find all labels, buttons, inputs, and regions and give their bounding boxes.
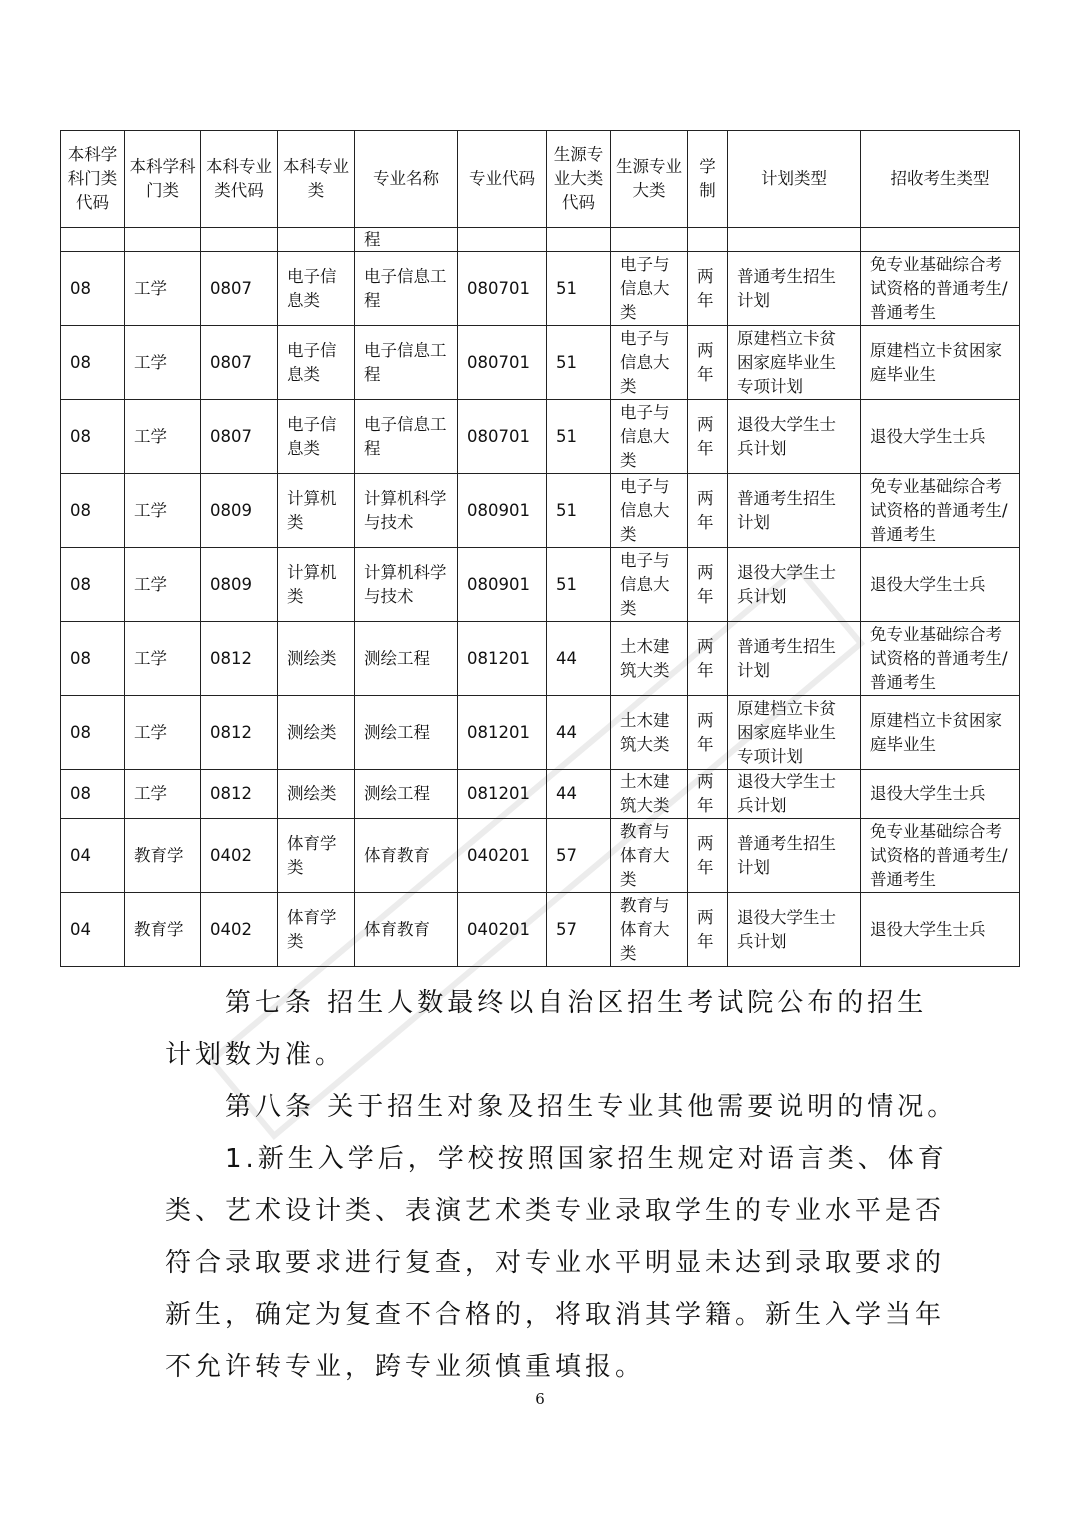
table-cell: 普通考生招生计划: [728, 474, 861, 548]
table-cell: 两年: [688, 622, 728, 696]
table-cell: 测绘类: [278, 770, 355, 819]
table-cell: 工学: [125, 548, 201, 622]
table-cell: 原建档立卡贫困家庭毕业生: [861, 696, 1020, 770]
table-cell: 两年: [688, 770, 728, 819]
table-cell: 08: [61, 548, 125, 622]
table-row: [61, 252, 1020, 326]
table-cell: 普通考生招生计划: [728, 622, 861, 696]
table-cell: 工学: [125, 326, 201, 400]
table-cell: 测绘工程: [355, 770, 458, 819]
table-cell: 51: [547, 548, 611, 622]
table-cell: 44: [547, 696, 611, 770]
page-number: 6: [535, 1390, 545, 1408]
table-cell: 080701: [458, 400, 547, 474]
table-cell: 体育学类: [278, 819, 355, 893]
table-cell: 教育学: [125, 893, 201, 967]
table-cell: 退役大学生士兵: [861, 548, 1020, 622]
header-cell: 本科学科门类代码: [61, 131, 125, 228]
header-cell: 学制: [688, 131, 728, 228]
table-cell: 电子与信息大类: [611, 252, 688, 326]
enrollment-plan-table: [60, 130, 1020, 967]
table-cell: 工学: [125, 622, 201, 696]
table-cell: 0402: [201, 819, 278, 893]
header-cell: 计划类型: [728, 131, 861, 228]
table-cell: 计算机科学与技术: [355, 474, 458, 548]
table-cell: 体育学类: [278, 893, 355, 967]
table-cell: 57: [547, 893, 611, 967]
table-cell: 040201: [458, 819, 547, 893]
table-cell: 退役大学生士兵: [861, 400, 1020, 474]
table-cell: 44: [547, 770, 611, 819]
item-1-line-4: 新生，确定为复查不合格的，将取消其学籍。新生入学当年: [165, 1300, 946, 1330]
table-cell: 两年: [688, 696, 728, 770]
table-row: [61, 326, 1020, 400]
table-cell: 普通考生招生计划: [728, 252, 861, 326]
table-cell: 土木建筑大类: [611, 696, 688, 770]
table-cell: 57: [547, 819, 611, 893]
table-cell: 0807: [201, 252, 278, 326]
table-cell: 51: [547, 252, 611, 326]
header-cell: 本科专业类代码: [201, 131, 278, 228]
table-cell: [61, 228, 125, 252]
table-cell: 电子与信息大类: [611, 474, 688, 548]
table-cell: 51: [547, 474, 611, 548]
table-cell: 测绘工程: [355, 696, 458, 770]
table-cell: 08: [61, 474, 125, 548]
table-cell: 退役大学生士兵: [861, 770, 1020, 819]
table-cell: 退役大学生士兵计划: [728, 893, 861, 967]
table-cell: 工学: [125, 770, 201, 819]
table-cell: 081201: [458, 622, 547, 696]
table-cell: 免专业基础综合考试资格的普通考生/普通考生: [861, 622, 1020, 696]
header-cell: 招收考生类型: [861, 131, 1020, 228]
table-row: [61, 400, 1020, 474]
table-cell: 原建档立卡贫困家庭毕业生专项计划: [728, 696, 861, 770]
table-cell: 工学: [125, 474, 201, 548]
table-cell: 0812: [201, 770, 278, 819]
table-cell: 土木建筑大类: [611, 770, 688, 819]
table-cell: 退役大学生士兵计划: [728, 400, 861, 474]
item-1-line-5: 不允许转专业，跨专业须慎重填报。: [165, 1352, 646, 1382]
table-cell: 0809: [201, 474, 278, 548]
table-cell: 计算机类: [278, 548, 355, 622]
table-row: [61, 548, 1020, 622]
table-cell: 0812: [201, 622, 278, 696]
table-cell: 免专业基础综合考试资格的普通考生/普通考生: [861, 474, 1020, 548]
item-1-line-3: 符合录取要求进行复查，对专业水平明显未达到录取要求的: [165, 1248, 946, 1278]
table-cell: 电子信息工程: [355, 400, 458, 474]
table-cell: 51: [547, 400, 611, 474]
table-cell: 081201: [458, 770, 547, 819]
table-row: [61, 819, 1020, 893]
header-cell: 本科专业类: [278, 131, 355, 228]
article-7-line-1: 第七条 招生人数最终以自治区招生考试院公布的招生: [225, 988, 928, 1018]
table-cell: 两年: [688, 326, 728, 400]
table-cell: 51: [547, 326, 611, 400]
table-cell: 两年: [688, 252, 728, 326]
table-cell: 040201: [458, 893, 547, 967]
continuation-row: [61, 228, 1020, 252]
table-cell: 两年: [688, 548, 728, 622]
table-cell: 免专业基础综合考试资格的普通考生/普通考生: [861, 819, 1020, 893]
table-cell: [125, 228, 201, 252]
table-cell: 两年: [688, 893, 728, 967]
table-cell: 测绘工程: [355, 622, 458, 696]
table-cell: 退役大学生士兵计划: [728, 548, 861, 622]
table-cell: 电子与信息大类: [611, 548, 688, 622]
table-cell: 08: [61, 696, 125, 770]
table-row: [61, 696, 1020, 770]
table-row: [61, 622, 1020, 696]
table-cell: 工学: [125, 400, 201, 474]
table-cell: 081201: [458, 696, 547, 770]
table-cell: 08: [61, 622, 125, 696]
table-cell: 原建档立卡贫困家庭毕业生专项计划: [728, 326, 861, 400]
table-cell: 0402: [201, 893, 278, 967]
table-cell: 退役大学生士兵: [861, 893, 1020, 967]
table-cell: 080701: [458, 252, 547, 326]
table-cell: 44: [547, 622, 611, 696]
table-cell: 测绘类: [278, 622, 355, 696]
table-cell: [611, 228, 688, 252]
item-1-line-2: 类、艺术设计类、表演艺术类专业录取学生的专业水平是否: [165, 1196, 946, 1226]
table-cell: 教育学: [125, 819, 201, 893]
table-cell: 两年: [688, 474, 728, 548]
table-cell: 电子与信息大类: [611, 326, 688, 400]
table-cell: 0807: [201, 326, 278, 400]
table-row: [61, 770, 1020, 819]
table-cell: 普通考生招生计划: [728, 819, 861, 893]
table-cell: [861, 228, 1020, 252]
table-cell: 电子信息类: [278, 400, 355, 474]
table-cell: 两年: [688, 819, 728, 893]
header-cell: 本科学科门类: [125, 131, 201, 228]
table-cell: 体育教育: [355, 893, 458, 967]
table-cell: 工学: [125, 252, 201, 326]
table-cell: 教育与体育大类: [611, 893, 688, 967]
table-cell: 原建档立卡贫困家庭毕业生: [861, 326, 1020, 400]
table-cell: [547, 228, 611, 252]
table-cell: 0807: [201, 400, 278, 474]
article-8-line-1: 第八条 关于招生对象及招生专业其他需要说明的情况。: [225, 1092, 958, 1122]
table-cell: 电子信息类: [278, 326, 355, 400]
table-cell: 080701: [458, 326, 547, 400]
table-cell: 08: [61, 326, 125, 400]
table-cell: 计算机类: [278, 474, 355, 548]
table-cell: 04: [61, 819, 125, 893]
header-cell: 专业代码: [458, 131, 547, 228]
table-cell: 080901: [458, 548, 547, 622]
table-row: [61, 893, 1020, 967]
table-cell: 土木建筑大类: [611, 622, 688, 696]
table-cell: [201, 228, 278, 252]
table-cell: 教育与体育大类: [611, 819, 688, 893]
table-cell: 0809: [201, 548, 278, 622]
table-cell: 电子信息工程: [355, 326, 458, 400]
item-1-line-1: 1.新生入学后，学校按照国家招生规定对语言类、体育: [225, 1144, 948, 1174]
table-cell: 电子信息类: [278, 252, 355, 326]
table-cell: 电子信息工程: [355, 252, 458, 326]
table-cell: 08: [61, 400, 125, 474]
article-7-line-2: 计划数为准。: [165, 1040, 346, 1070]
table-cell: [278, 228, 355, 252]
table-row: [61, 474, 1020, 548]
table-cell: 08: [61, 252, 125, 326]
table-cell: 0812: [201, 696, 278, 770]
header-cell: 专业名称: [355, 131, 458, 228]
table-cell: 计算机科学与技术: [355, 548, 458, 622]
table-cell: 04: [61, 893, 125, 967]
table-cell: 08: [61, 770, 125, 819]
table-header-row: [61, 131, 1020, 228]
table-cell: 电子与信息大类: [611, 400, 688, 474]
table-cell: 工学: [125, 696, 201, 770]
header-cell: 生源专业大类代码: [547, 131, 611, 228]
table-cell: 程: [355, 228, 458, 252]
table-cell: 080901: [458, 474, 547, 548]
table-cell: [458, 228, 547, 252]
table-cell: [728, 228, 861, 252]
table-cell: 退役大学生士兵计划: [728, 770, 861, 819]
table-cell: [688, 228, 728, 252]
header-cell: 生源专业大类: [611, 131, 688, 228]
table-cell: 两年: [688, 400, 728, 474]
table-cell: 体育教育: [355, 819, 458, 893]
table-cell: 免专业基础综合考试资格的普通考生/普通考生: [861, 252, 1020, 326]
table-cell: 测绘类: [278, 696, 355, 770]
